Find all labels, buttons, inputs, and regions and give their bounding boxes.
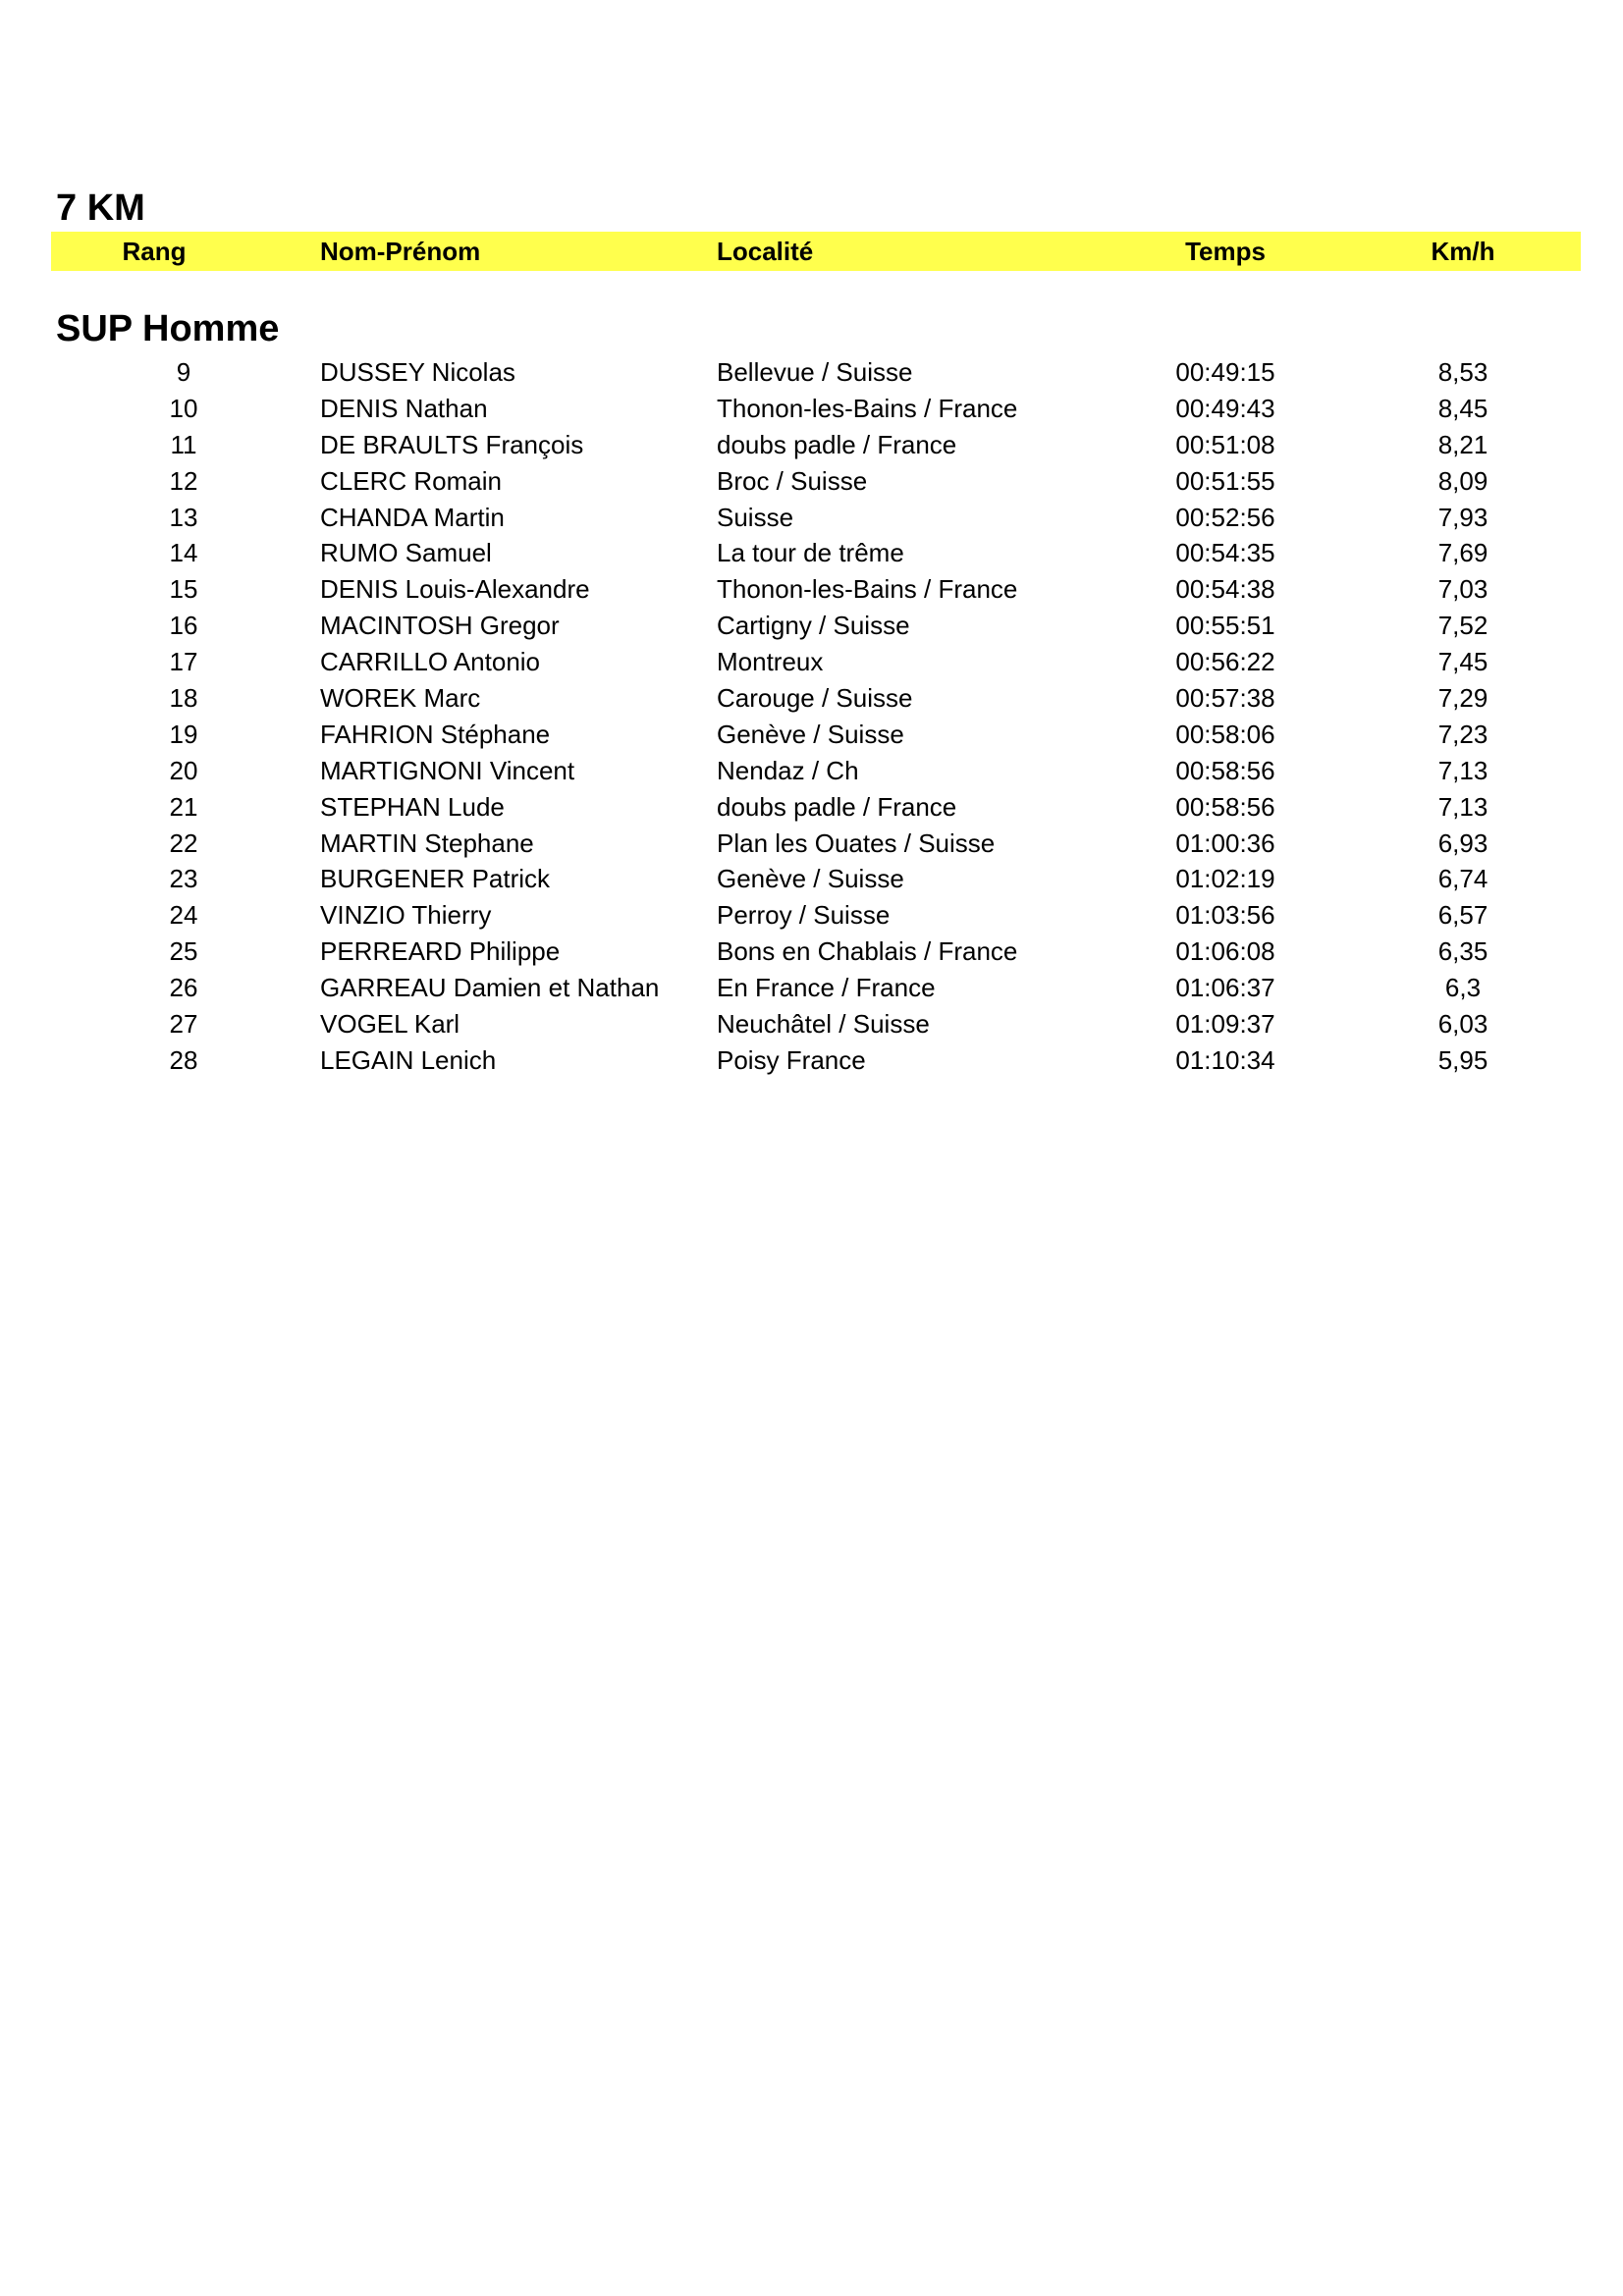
cell-localite: Suisse <box>717 502 794 532</box>
cell-nom: DE BRAULTS François <box>320 429 584 459</box>
cell-nom: VOGEL Karl <box>320 1009 460 1040</box>
table-row <box>0 463 1623 500</box>
cell-rang: 11 <box>170 429 197 459</box>
cell-temps: 00:51:55 <box>1175 465 1275 496</box>
cell-rang: 18 <box>169 683 198 714</box>
table-row <box>0 826 1623 862</box>
cell-rang: 27 <box>169 1009 198 1040</box>
cell-kmh: 7,29 <box>1437 683 1488 714</box>
cell-localite: Plan les Ouates / Suisse <box>717 828 996 858</box>
cell-rang: 17 <box>169 647 198 677</box>
cell-rang: 25 <box>169 936 198 967</box>
cell-temps: 01:09:37 <box>1175 1009 1275 1040</box>
cell-temps: 01:02:19 <box>1175 864 1275 894</box>
cell-rang: 10 <box>169 393 198 423</box>
cell-nom: BURGENER Patrick <box>320 864 551 894</box>
table-row <box>0 535 1623 571</box>
cell-rang: 23 <box>169 864 198 894</box>
cell-kmh: 8,21 <box>1437 429 1488 459</box>
cell-localite: En France / France <box>717 973 936 1003</box>
cell-temps: 00:54:35 <box>1175 538 1275 568</box>
header-kmh: Km/h <box>1431 237 1495 266</box>
cell-nom: CHANDA Martin <box>320 502 505 532</box>
cell-temps: 01:06:37 <box>1175 973 1275 1003</box>
cell-nom: DENIS Louis-Alexandre <box>320 574 590 605</box>
cell-localite: Perroy / Suisse <box>717 900 891 931</box>
table-row <box>0 717 1623 753</box>
cell-localite: La tour de trême <box>717 538 904 568</box>
cell-kmh: 8,45 <box>1437 393 1488 423</box>
cell-nom: MACINTOSH Gregor <box>320 611 560 641</box>
cell-localite: Genève / Suisse <box>717 719 904 749</box>
cell-localite: Cartigny / Suisse <box>717 611 910 641</box>
cell-temps: 00:51:08 <box>1175 429 1275 459</box>
cell-nom: GARREAU Damien et Nathan <box>320 973 660 1003</box>
cell-temps: 00:58:06 <box>1175 719 1275 749</box>
cell-nom: PERREARD Philippe <box>320 936 561 967</box>
cell-kmh: 7,13 <box>1437 755 1488 785</box>
cell-kmh: 8,09 <box>1437 465 1488 496</box>
table-row <box>0 608 1623 644</box>
cell-localite: Nendaz / Ch <box>717 755 859 785</box>
cell-nom: MARTIGNONI Vincent <box>320 755 575 785</box>
cell-kmh: 7,03 <box>1437 574 1488 605</box>
cell-temps: 01:03:56 <box>1175 900 1275 931</box>
cell-nom: DUSSEY Nicolas <box>320 357 515 387</box>
cell-rang: 26 <box>169 973 198 1003</box>
table-row <box>0 970 1623 1006</box>
table-row <box>0 354 1623 391</box>
cell-temps: 00:54:38 <box>1175 574 1275 605</box>
cell-localite: Montreux <box>717 647 824 677</box>
cell-localite: Bons en Chablais / France <box>717 936 1018 967</box>
table-row <box>0 1006 1623 1042</box>
table-row <box>0 644 1623 680</box>
cell-localite: Genève / Suisse <box>717 864 904 894</box>
cell-kmh: 6,35 <box>1437 936 1488 967</box>
cell-rang: 16 <box>169 611 198 641</box>
cell-nom: CARRILLO Antonio <box>320 647 541 677</box>
cell-nom: DENIS Nathan <box>320 393 488 423</box>
cell-kmh: 7,45 <box>1437 647 1488 677</box>
cell-temps: 01:10:34 <box>1175 1044 1275 1075</box>
category-title: SUP Homme <box>56 308 280 349</box>
cell-temps: 00:56:22 <box>1175 647 1275 677</box>
cell-temps: 00:57:38 <box>1175 683 1275 714</box>
table-row <box>0 680 1623 717</box>
cell-kmh: 5,95 <box>1437 1044 1488 1075</box>
table-row <box>0 1042 1623 1079</box>
header-temps: Temps <box>1185 237 1266 266</box>
cell-rang: 12 <box>169 465 198 496</box>
cell-nom: MARTIN Stephane <box>320 828 534 858</box>
cell-nom: RUMO Samuel <box>320 538 492 568</box>
cell-localite: Thonon-les-Bains / France <box>717 393 1018 423</box>
cell-rang: 19 <box>169 719 198 749</box>
cell-rang: 14 <box>169 538 198 568</box>
table-row <box>0 571 1623 608</box>
cell-localite: doubs padle / France <box>717 791 957 822</box>
cell-kmh: 6,3 <box>1444 973 1482 1003</box>
cell-rang: 22 <box>169 828 198 858</box>
table-row <box>0 427 1623 463</box>
cell-localite: Thonon-les-Bains / France <box>717 574 1018 605</box>
cell-nom: FAHRION Stéphane <box>320 719 551 749</box>
cell-localite: doubs padle / France <box>717 429 957 459</box>
table-row <box>0 753 1623 789</box>
table-row <box>0 861 1623 897</box>
cell-nom: CLERC Romain <box>320 465 502 496</box>
cell-localite: Broc / Suisse <box>717 465 868 496</box>
cell-nom: VINZIO Thierry <box>320 900 492 931</box>
cell-temps: 00:55:51 <box>1175 611 1275 641</box>
cell-kmh: 7,23 <box>1437 719 1488 749</box>
cell-localite: Carouge / Suisse <box>717 683 913 714</box>
table-row <box>0 391 1623 427</box>
results-table <box>0 354 1623 1079</box>
cell-rang: 13 <box>169 502 198 532</box>
cell-kmh: 6,03 <box>1437 1009 1488 1040</box>
cell-temps: 00:58:56 <box>1175 791 1275 822</box>
cell-localite: Bellevue / Suisse <box>717 357 913 387</box>
cell-kmh: 7,52 <box>1437 611 1488 641</box>
cell-temps: 00:49:43 <box>1175 393 1275 423</box>
header-localite: Localité <box>717 237 814 266</box>
cell-localite: Neuchâtel / Suisse <box>717 1009 930 1040</box>
cell-kmh: 6,57 <box>1437 900 1488 931</box>
table-row <box>0 789 1623 826</box>
header-rang: Rang <box>122 237 187 266</box>
cell-localite: Poisy France <box>717 1044 866 1075</box>
table-row <box>0 897 1623 934</box>
cell-nom: STEPHAN Lude <box>320 791 505 822</box>
cell-nom: LEGAIN Lenich <box>320 1044 497 1075</box>
cell-temps: 01:06:08 <box>1175 936 1275 967</box>
cell-kmh: 7,13 <box>1437 791 1488 822</box>
cell-rang: 28 <box>169 1044 198 1075</box>
cell-rang: 21 <box>169 791 198 822</box>
cell-temps: 01:00:36 <box>1175 828 1275 858</box>
header-nom: Nom-Prénom <box>320 237 481 266</box>
cell-kmh: 7,69 <box>1437 538 1488 568</box>
cell-temps: 00:49:15 <box>1175 357 1275 387</box>
cell-kmh: 8,53 <box>1437 357 1488 387</box>
cell-nom: WOREK Marc <box>320 683 481 714</box>
table-row <box>0 934 1623 970</box>
cell-temps: 00:52:56 <box>1175 502 1275 532</box>
cell-rang: 9 <box>176 357 191 387</box>
cell-kmh: 6,74 <box>1437 864 1488 894</box>
cell-rang: 20 <box>169 755 198 785</box>
cell-kmh: 6,93 <box>1437 828 1488 858</box>
distance-title: 7 KM <box>56 187 145 229</box>
cell-kmh: 7,93 <box>1437 502 1488 532</box>
cell-rang: 15 <box>169 574 198 605</box>
cell-rang: 24 <box>169 900 198 931</box>
cell-temps: 00:58:56 <box>1175 755 1275 785</box>
table-header <box>51 232 1581 271</box>
table-row <box>0 500 1623 536</box>
